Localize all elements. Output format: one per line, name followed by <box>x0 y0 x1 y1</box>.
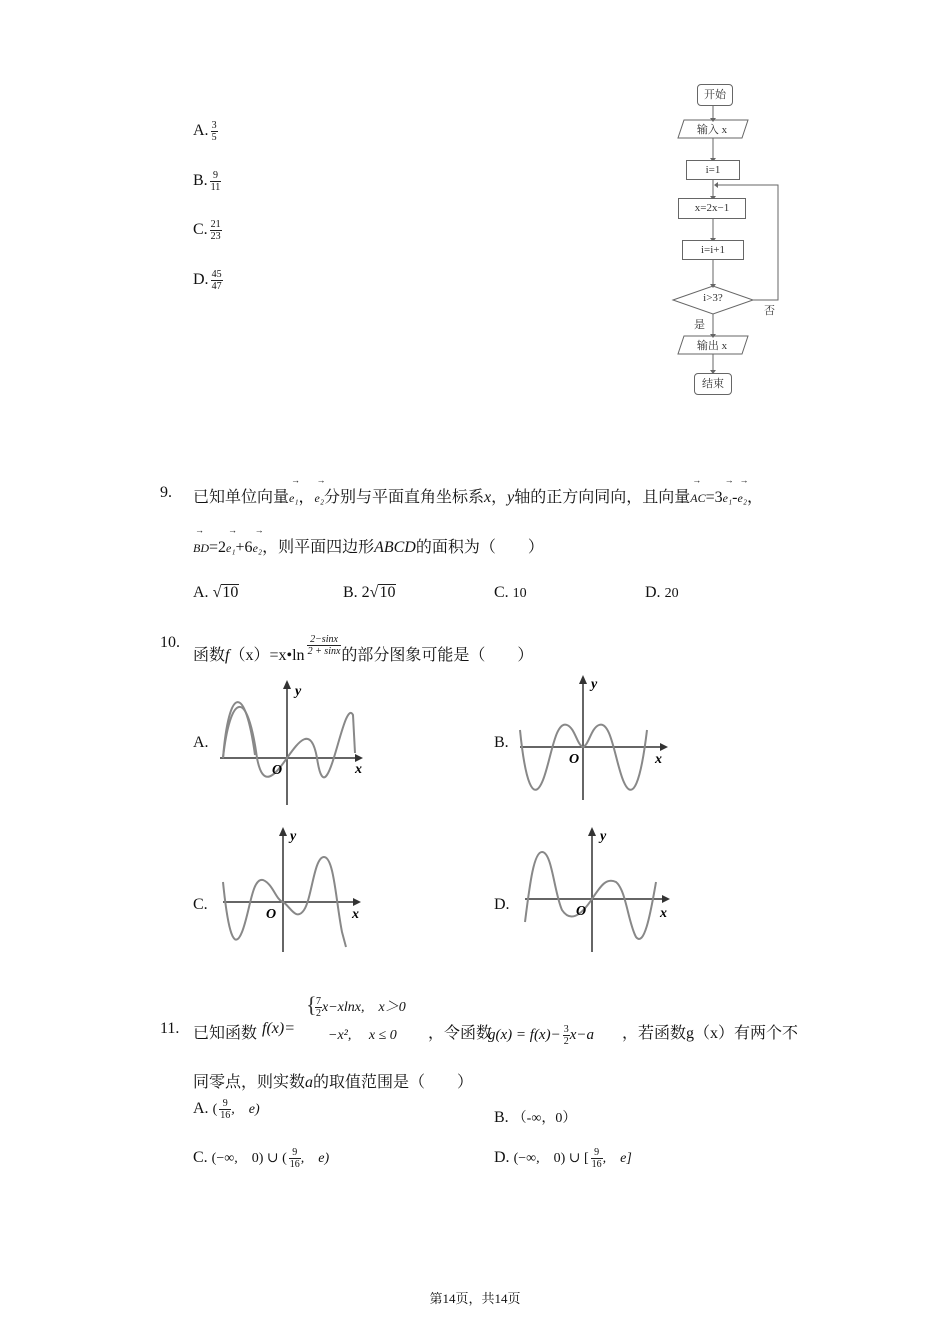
q10-graph-b[interactable] <box>515 670 675 805</box>
q10-d-axis-x: x <box>660 906 667 921</box>
q11-piece-1: $\frac{7}{2}$ x−xlnx, x＞0 <box>316 996 406 1020</box>
flowchart-condition: i>3? <box>703 292 723 304</box>
q8-option-b[interactable]: B. $\frac{9}{11}$ <box>193 170 221 193</box>
flowchart-no-label: 否 <box>764 305 775 317</box>
q11-option-b[interactable]: B. （-∞，0） <box>494 1109 577 1126</box>
q11-text-1: 已知函数 <box>193 1025 258 1042</box>
q10-d-axis-y: y <box>600 829 607 844</box>
q10-option-a-label[interactable]: A. <box>193 734 209 751</box>
q10-b-axis-x: x <box>655 752 662 767</box>
q10-graph-d[interactable] <box>520 822 680 957</box>
q9-number: 9. <box>160 484 172 501</box>
q10-graph-c[interactable] <box>218 822 373 957</box>
page-footer: 第14页，共14页 <box>429 1291 521 1306</box>
q11-g-def: g(x) = f(x)− $\frac{3}{2}$ x−a <box>488 1024 594 1047</box>
q11-text-line2: 同零点，则实数a的取值范围是（ ） <box>193 1074 474 1091</box>
q9-option-d[interactable]: D. 20 <box>645 584 679 601</box>
q11-piece-2: −x², x ≤ 0 <box>328 1028 397 1043</box>
q10-a-origin: O <box>272 763 283 778</box>
flowchart-input: 输入 x <box>696 124 728 136</box>
q10-option-b-label[interactable]: B. <box>494 734 509 751</box>
q10-number: 10. <box>160 634 180 651</box>
flowchart-start: 开始 <box>697 84 733 106</box>
q9-option-a[interactable]: A. √10 <box>193 584 239 601</box>
q10-stem: 函数f（x）=x•ln $\frac{2-\sin x}{2 + \sin x}$ 的部分图象可能是（ ） <box>193 634 534 664</box>
q9-stem-line1: 已知单位向量→ e₁，→ e₂分别与平面直角坐标系x，y轴的正方向同向，且向量→ AC=3→ e₁-→ e₂， <box>193 484 763 507</box>
flowchart-step-x: x=2x−1 <box>678 198 746 219</box>
q10-c-axis-y: y <box>290 829 297 844</box>
flowchart-init: i=1 <box>686 160 740 180</box>
q10-option-d-label[interactable]: D. <box>494 896 510 913</box>
q11-option-c[interactable]: C. (−∞, 0) ∪ ( $\frac{9}{16}$ , e) <box>193 1147 330 1171</box>
q11-number: 11. <box>160 1020 180 1037</box>
flowchart-step-i: i=i+1 <box>682 240 744 260</box>
q8-option-d[interactable]: D. $\frac{45}{47}$ <box>193 269 222 292</box>
q9-option-b[interactable]: B. 2√10 <box>343 584 396 601</box>
q10-a-axis-x: x <box>355 762 362 777</box>
flowchart-output: 输出 x <box>696 340 728 352</box>
q10-c-origin: O <box>266 907 277 922</box>
q10-option-c-label[interactable]: C. <box>193 896 208 913</box>
q11-text-2: ，令函数 <box>428 1025 493 1042</box>
q8-option-a[interactable]: A. $\frac{3}{5}$ <box>193 120 217 143</box>
q9-option-c[interactable]: C. 10 <box>494 584 527 601</box>
q11-text-3: ，若函数g（x）有两个不 <box>622 1025 799 1042</box>
q9-stem-line2: → BD=2→ e₁+6→ e₂，则平面四边形ABCD的面积为（ ） <box>193 534 544 557</box>
q11-brace: { <box>306 992 317 1017</box>
q10-b-origin: O <box>569 752 580 767</box>
q10-c-axis-x: x <box>352 907 359 922</box>
q10-a-axis-y: y <box>295 684 302 699</box>
q11-fx: f(x)= <box>262 1020 295 1037</box>
q10-d-origin: O <box>576 904 587 919</box>
q11-option-a[interactable]: A. ( $\frac{9}{16}$ , e) <box>193 1098 260 1122</box>
q10-b-axis-y: y <box>591 677 598 692</box>
q11-option-d[interactable]: D. (−∞, 0) ∪ [ $\frac{9}{16}$ , e] <box>494 1147 632 1171</box>
flowchart-yes-label: 是 <box>694 319 705 331</box>
flowchart-end: 结束 <box>694 373 732 395</box>
q8-option-c[interactable]: C. $\frac{21}{23}$ <box>193 219 221 242</box>
q10-graph-a[interactable] <box>215 675 370 810</box>
